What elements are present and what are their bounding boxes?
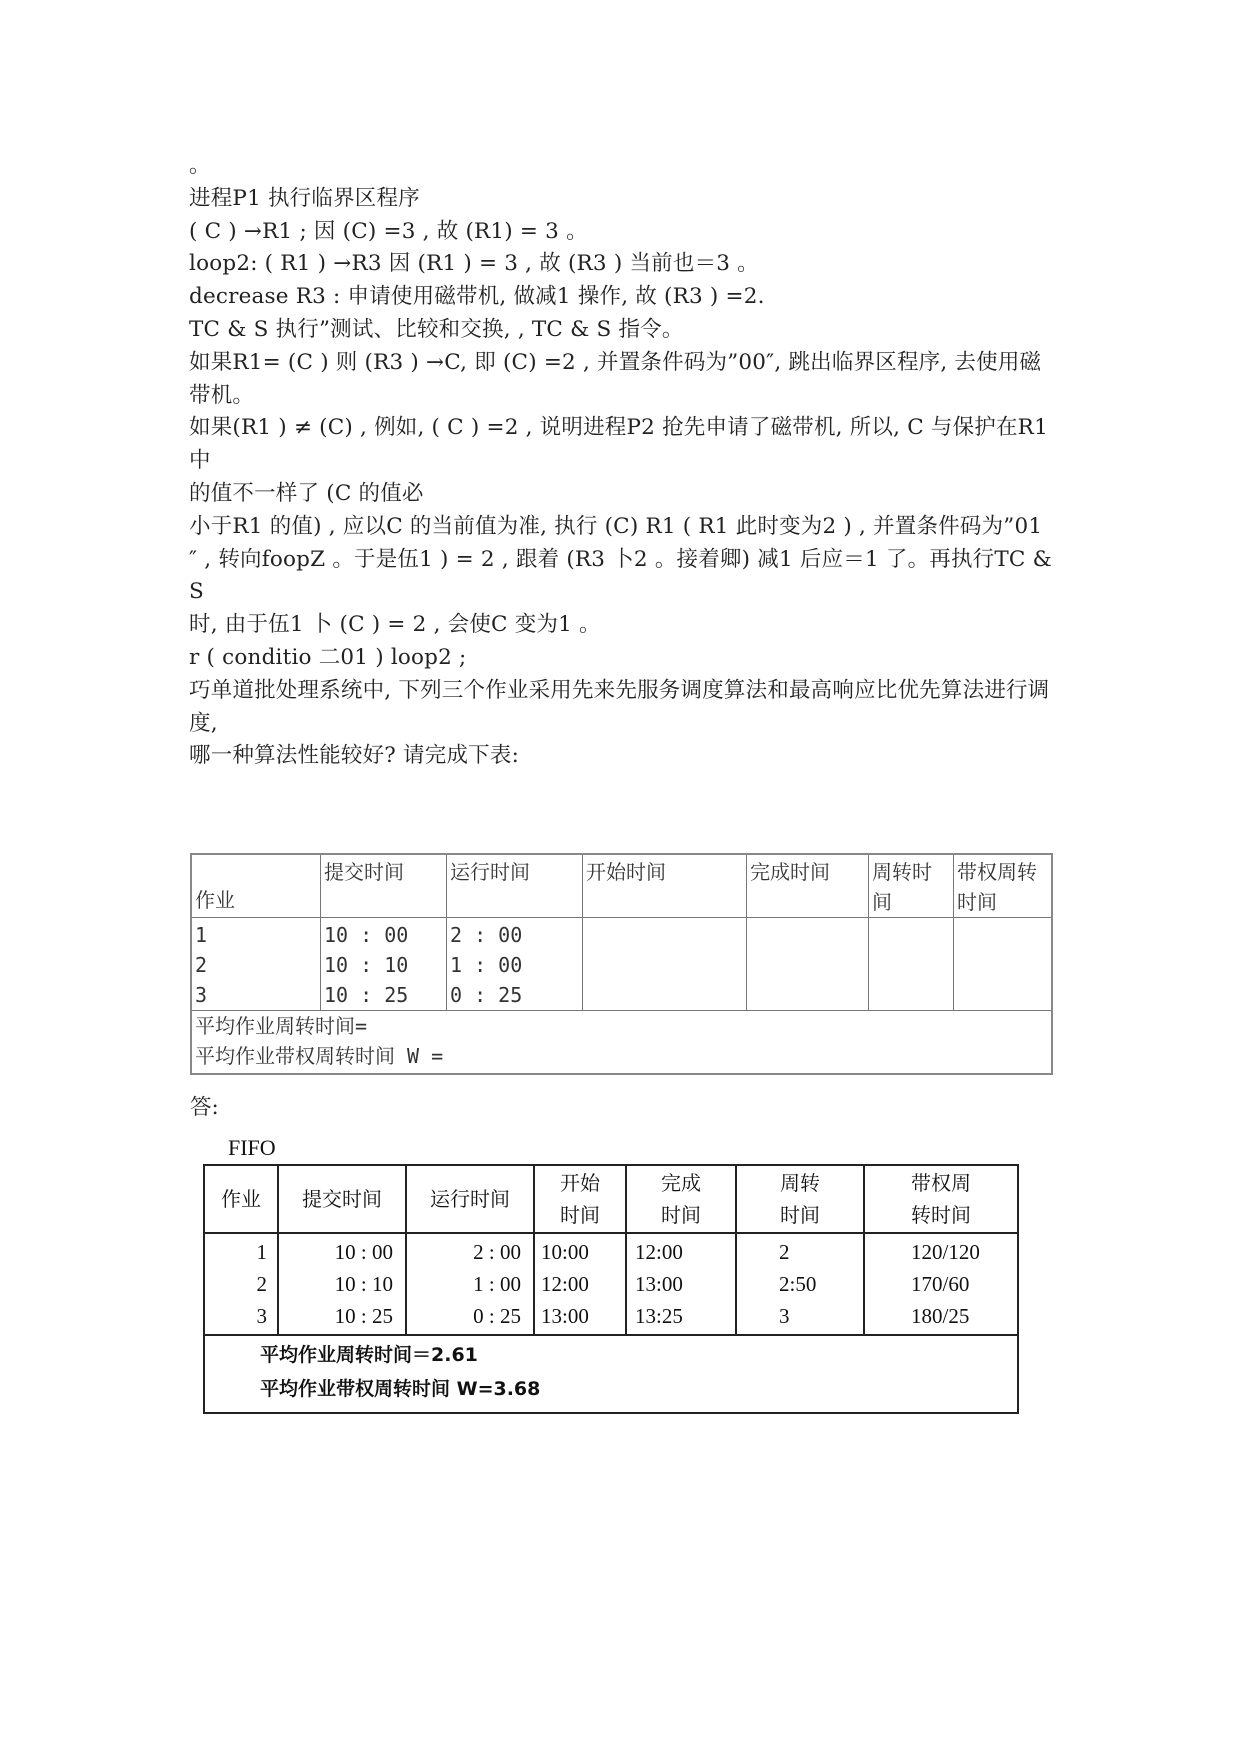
text-line: 哪一种算法性能较好? 请完成下表: (189, 743, 520, 769)
avg-turnaround-label: 平均作业周转时间= (195, 1014, 368, 1038)
text-line: ″ , 转向foopZ 。于是伍1 ) = 2 , 跟着 (R3 卜2 。接着卿) 减1 后应＝1 了。再执行TC & S (189, 546, 1059, 605)
run-time: 2 : 00 (450, 923, 523, 947)
job-id: 1 (195, 923, 208, 947)
start-time: 10:00 (541, 1240, 589, 1264)
run-column (407, 1234, 535, 1334)
footer-separator (205, 1334, 1017, 1336)
text-line: 。 (189, 153, 211, 178)
header-turnaround-time: 周转时间 (869, 855, 954, 918)
text-line: 时, 由于伍1 卜 (C ) = 2 , 会使C 变为1 。 (189, 612, 601, 638)
header-finish-time: 完成时间 (627, 1166, 737, 1232)
run-time: 2 : 00 (473, 1240, 521, 1264)
text-line: 小于R1 的值) , 应以C 的当前值为准, 执行 (C) R1 ( R1 此时变为2 ) , 并置条件码为”01 (189, 513, 1043, 539)
text-line: decrease R3 : 申请使用磁带机, 做减1 操作, 故 (R3 ) =2. (189, 284, 765, 310)
text-line: TC & S 执行”测试、比较和交换, , TC & S 指令。 (189, 316, 684, 342)
finish-column (627, 1234, 737, 1334)
turnaround-column (737, 1234, 865, 1334)
text-line: 的值不一样了 (C 的值必 (189, 480, 424, 506)
avg-weighted-turnaround-label: 平均作业带权周转时间 W = (195, 1044, 444, 1068)
submit-time: 10 : 10 (324, 953, 409, 977)
submit-time: 10 : 25 (334, 1304, 393, 1328)
job-id: 2 (195, 953, 208, 977)
text-line: 如果(R1 ) ≠ (C) , 例如, ( C ) =2 , 说明进程P2 抢先申请了磁带机, 所以, C 与保护在R1 中 (189, 415, 1055, 474)
job-id: 2 (256, 1272, 267, 1296)
header-run-time: 运行时间 (407, 1166, 535, 1232)
header-run-time: 运行时间 (447, 855, 583, 918)
text-line: 进程P1 执行临界区程序 (189, 185, 420, 211)
text-line: ( C ) →R1 ; 因 (C) =3 , 故 (R1) = 3 。 (189, 218, 588, 244)
finish-column (747, 918, 869, 1011)
header-weighted-turnaround: 带权周转时间 (911, 1171, 971, 1227)
header-finish-time: 完成时间 (747, 855, 869, 918)
start-time: 12:00 (541, 1272, 589, 1296)
text-line: 如果R1= (C ) 则 (R3 ) →C, 即 (C) =2 , 并置条件码为”00″, 跳出临界区程序, 去使用磁 (189, 349, 1042, 375)
turnaround-time: 2:50 (779, 1272, 817, 1296)
submit-time: 10 : 00 (324, 923, 409, 947)
turnaround-time: 3 (779, 1304, 790, 1328)
answer-label: 答: (190, 1095, 219, 1120)
weighted-column (954, 918, 1051, 1011)
run-column (447, 918, 583, 1011)
run-time: 1 : 00 (473, 1272, 521, 1296)
finish-time: 13:00 (635, 1272, 683, 1296)
start-time: 13:00 (541, 1304, 589, 1328)
header-weighted-turnaround: 带权周转时间 (954, 855, 1051, 918)
header-job: 作业 (192, 855, 321, 918)
job-id: 3 (195, 983, 208, 1007)
run-time: 0 : 25 (450, 983, 523, 1007)
finish-time: 12:00 (635, 1240, 683, 1264)
answer-table-footer (260, 1338, 540, 1406)
submit-column (279, 1234, 407, 1334)
question-table-footer (192, 1011, 1057, 1075)
weighted-turnaround: 180/25 (911, 1304, 970, 1328)
question-table (190, 853, 1053, 1075)
header-turnaround-time: 周转时间 (737, 1166, 865, 1232)
avg-weighted-turnaround-result: 平均作业带权周转时间 W=3.68 (260, 1378, 541, 1400)
run-time: 1 : 00 (450, 953, 523, 977)
weighted-turnaround: 120/120 (911, 1240, 980, 1264)
job-id: 1 (256, 1240, 267, 1264)
avg-turnaround-result: 平均作业周转时间＝2.61 (260, 1344, 478, 1366)
job-column (192, 918, 321, 1011)
submit-time: 10 : 10 (334, 1272, 393, 1296)
weighted-turnaround: 170/60 (911, 1272, 970, 1296)
submit-time: 10 : 25 (324, 983, 409, 1007)
answer-table (203, 1164, 1019, 1414)
text-line: 巧单道批处理系统中, 下列三个作业采用先来先服务调度算法和最高响应比优先算法进行调度, (189, 677, 1050, 736)
header-start-time: 开始时间 (583, 855, 747, 918)
turnaround-time: 2 (779, 1240, 790, 1264)
start-column (535, 1234, 627, 1334)
text-line: 带机。 (189, 382, 255, 408)
header-submit-time: 提交时间 (321, 855, 447, 918)
finish-time: 13:25 (635, 1304, 683, 1328)
turnaround-column (869, 918, 954, 1011)
fifo-title: FIFO (228, 1135, 276, 1160)
submit-time: 10 : 00 (334, 1240, 393, 1264)
body-text (189, 150, 1069, 773)
submit-column (321, 918, 447, 1011)
job-column (205, 1234, 279, 1334)
text-line: r ( conditio 二01 ) loop2 ; (189, 644, 467, 670)
header-start-time: 开始时间 (535, 1166, 627, 1232)
weighted-column (865, 1234, 1017, 1334)
job-id: 3 (256, 1304, 267, 1328)
text-line: loop2: ( R1 ) →R3 因 (R1 ) = 3 , 故 (R3 ) 当前也＝3 。 (189, 251, 759, 277)
run-time: 0 : 25 (473, 1304, 521, 1328)
start-column (583, 918, 747, 1011)
header-job: 作业 (205, 1166, 279, 1232)
header-submit-time: 提交时间 (279, 1166, 407, 1232)
